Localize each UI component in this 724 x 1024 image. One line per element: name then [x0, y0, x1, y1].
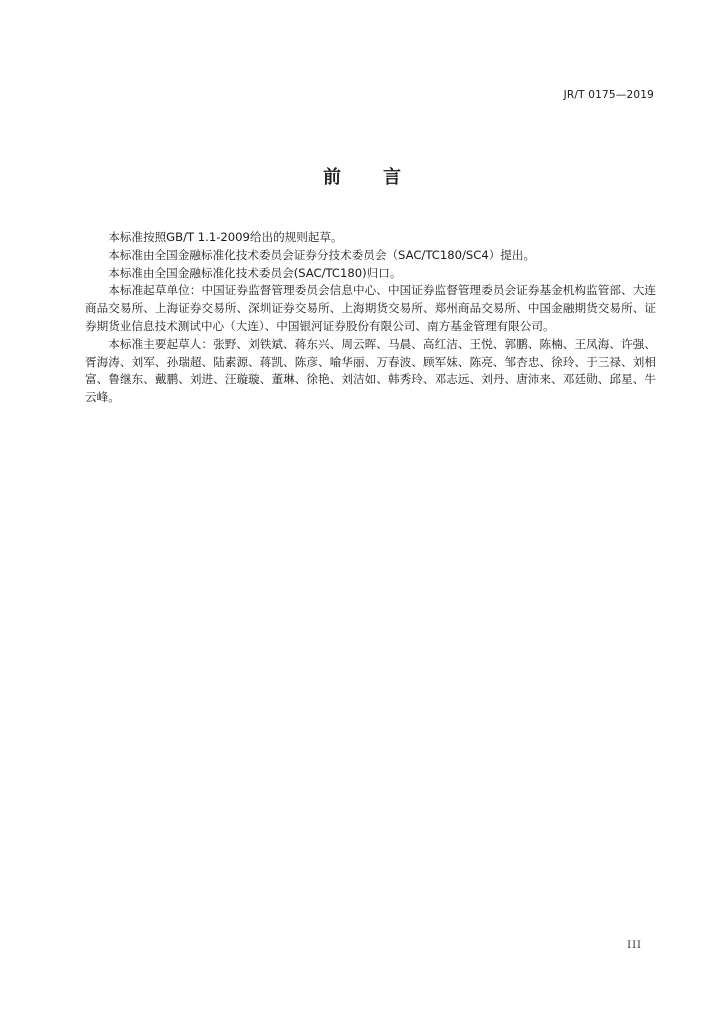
page-title: [0, 163, 724, 189]
paragraph-proposer: 本标准由全国金融标准化技术委员会证券分技术委员会（SAC/TC180/SC4）提出。: [108, 247, 536, 262]
foreword-body: [85, 229, 656, 407]
title-char-2: 言: [383, 167, 401, 188]
paragraph-centralized: 本标准由全国金融标准化技术委员会(SAC/TC180)归口。: [108, 265, 402, 280]
paragraph-drafting-units: 本标准起草单位：中国证券监督管理委员会信息中心、中国证券监督管理委员会证券基金机构监管部、大连商品交易所、上海证券交易所、深圳证券交易所、上海期货交易所、郑州商品交易所、中国金融期货交易所、证券期货业信息技术测试中心（大连）、中国银河证券股份有限公司、南方基金管理有限公司。: [85, 283, 656, 333]
page-number: III: [627, 940, 642, 951]
document-code: JR/T 0175—2019: [563, 89, 654, 101]
paragraph-drafting-rules: 本标准按照GB/T 1.1-2009给出的规则起草。: [108, 230, 343, 244]
paragraph-drafters: 本标准主要起草人：张野、刘铁斌、蒋东兴、周云晖、马晨、高红洁、王悦、郭鹏、陈楠、王凤海、许强、胥海涛、刘军、孙瑞超、陆素源、蒋凯、陈彦、喻华丽、万春波、顾军妹、陈亮、邹杏忠、徐玲、于三禄、刘相富、鲁继东、戴鹏、刘进、汪璇璇、董琳、徐艳、刘洁如、韩秀玲、邓志远、刘丹、唐沛来、邓廷勋、邱星、牛云峰。: [85, 336, 656, 405]
title-char-1: 前: [323, 167, 341, 188]
